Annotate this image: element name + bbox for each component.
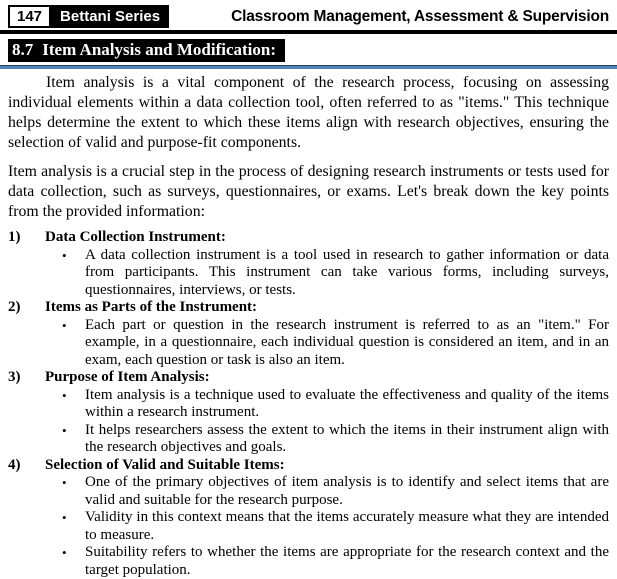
series-label: Bettani Series xyxy=(60,8,160,25)
bullet-text: Each part or question in the research instrument is referred to as an "item." For example, in a questionnaire, each individual question is considered an item, and in an exam, each question or task is also an item. xyxy=(85,317,609,370)
list-item xyxy=(8,229,609,299)
bullet-item xyxy=(45,474,609,509)
list-item xyxy=(8,299,609,369)
bullet-icon: • xyxy=(62,317,85,370)
bullet-item xyxy=(45,509,609,544)
page-header xyxy=(8,5,609,28)
bullet-item xyxy=(45,544,609,579)
list-item-number: 2) xyxy=(8,299,45,369)
list-item-heading: Selection of Valid and Suitable Items: xyxy=(45,457,609,475)
bullet-icon: • xyxy=(62,422,85,457)
numbered-list xyxy=(8,229,609,579)
bullet-item xyxy=(45,387,609,422)
list-item-number: 1) xyxy=(8,229,45,299)
series-badge xyxy=(51,5,169,28)
bullet-item xyxy=(45,317,609,370)
bullet-icon: • xyxy=(62,544,85,579)
paragraph: Item analysis is a crucial step in the process of designing research instruments or tests used for data collection, such as surveys, questionnaires, or exams. Let's break down the key points from the provided information: xyxy=(8,162,609,222)
body-text xyxy=(0,73,617,579)
book-title: Classroom Management, Assessment & Supervision xyxy=(231,5,609,28)
list-item-number: 4) xyxy=(8,457,45,579)
section-title: Item Analysis and Modification: xyxy=(42,40,276,59)
bullet-item xyxy=(45,422,609,457)
bullet-text: It helps researchers assess the extent to which the items in their instrument align with the research objectives and goals. xyxy=(85,422,609,457)
page-number-box xyxy=(8,5,51,28)
section-number: 8.7 xyxy=(12,40,33,60)
list-item xyxy=(8,369,609,457)
bullet-icon: • xyxy=(62,247,85,300)
page-content xyxy=(0,34,617,62)
section-heading xyxy=(8,39,285,62)
bullet-text: A data collection instrument is a tool used in research to gather information or data from participants. This instrument can take various forms, including surveys, questionnaires, interviews, or tests. xyxy=(85,247,609,300)
page-number: 147 xyxy=(17,8,42,25)
list-item-heading: Data Collection Instrument: xyxy=(45,229,609,247)
list-item xyxy=(8,457,609,579)
bullet-item xyxy=(45,247,609,300)
list-item-heading: Items as Parts of the Instrument: xyxy=(45,299,609,317)
paragraph: Item analysis is a vital component of the research process, focusing on assessing individual elements within a data collection tool, often referred to as "items." This technique helps determine the extent to which these items align with research objectives, ensuring the selection of valid and purpose-fit components. xyxy=(8,73,609,153)
bullet-text: One of the primary objectives of item analysis is to identify and select items that are valid and suitable for the research purpose. xyxy=(85,474,609,509)
bullet-text: Suitability refers to whether the items are appropriate for the research context and the target population. xyxy=(85,544,609,579)
section-divider xyxy=(0,65,617,69)
bullet-icon: • xyxy=(62,474,85,509)
list-item-heading: Purpose of Item Analysis: xyxy=(45,369,609,387)
document-page xyxy=(0,5,617,579)
bullet-icon: • xyxy=(62,387,85,422)
bullet-text: Validity in this context means that the items accurately measure what they are intended to measure. xyxy=(85,509,609,544)
list-item-number: 3) xyxy=(8,369,45,457)
bullet-text: Item analysis is a technique used to evaluate the effectiveness and quality of the items within a research instrument. xyxy=(85,387,609,422)
bullet-icon: • xyxy=(62,509,85,544)
